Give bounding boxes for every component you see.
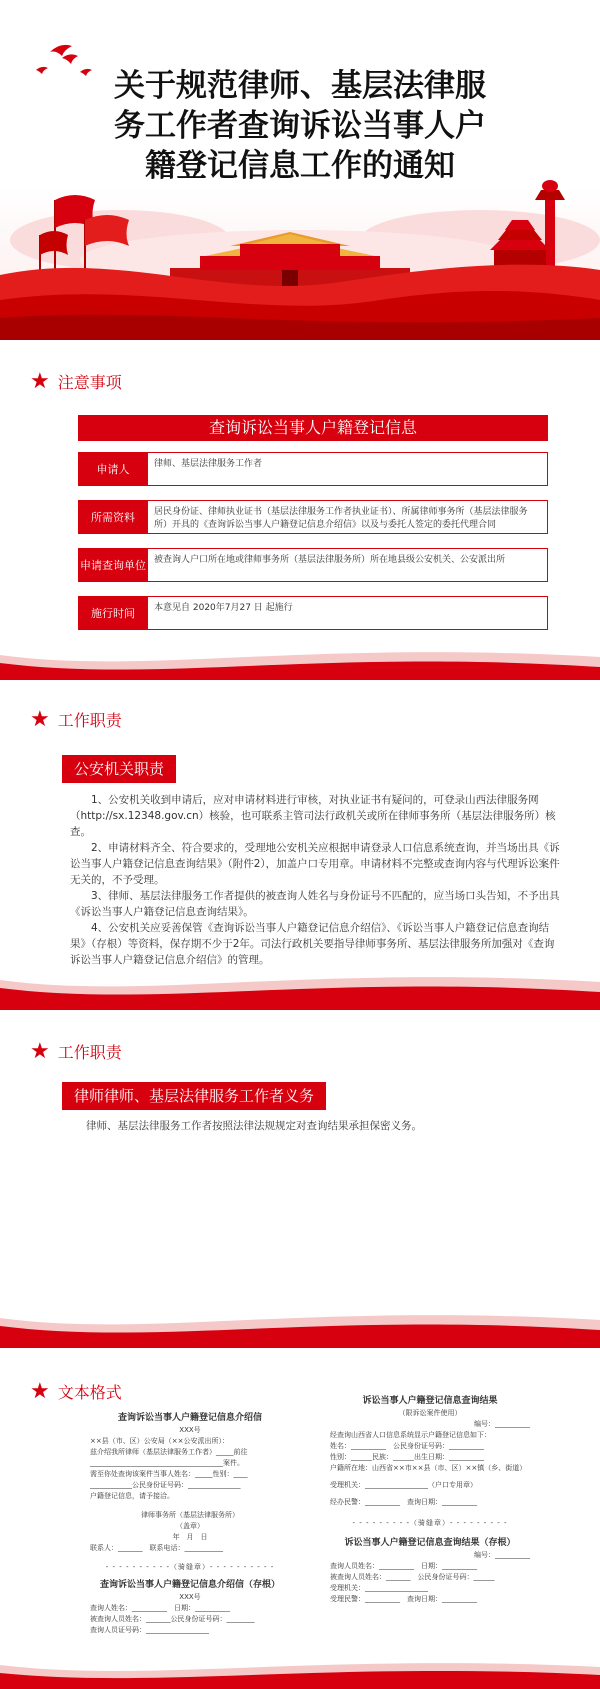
doc-separator: - - - - - - - - -（骑缝章）- - - - - - - - - bbox=[352, 1519, 508, 1527]
star-icon: ★ bbox=[30, 368, 50, 394]
doc-line: ____________公民身份证号码：_______________ bbox=[90, 1481, 241, 1489]
footer-wave bbox=[0, 1655, 600, 1689]
page-title bbox=[0, 66, 600, 186]
row-label: 申请人 bbox=[78, 452, 148, 486]
duty-paragraph: 1、公安机关收到申请后，应对申请材料进行审核，对执业证书有疑问的，可登录山西法律服务网（http://sx.12348.gov.cn）核验，也可联系主管司法行政机关或所在律师事务所（基层法律服务所）核查。 bbox=[70, 794, 556, 838]
duty2-heading-text: 工作职责 bbox=[57, 1043, 122, 1062]
notice-row-date bbox=[78, 596, 548, 630]
star-icon: ★ bbox=[30, 1038, 50, 1064]
lawyer-duty-tag: 律师律师、基层法律服务工作者义务 bbox=[62, 1082, 326, 1110]
doc-line: 年 月 日 bbox=[172, 1533, 208, 1541]
row-label: 施行时间 bbox=[78, 596, 148, 630]
doc-title: 诉讼当事人户籍登记信息查询结果 bbox=[362, 1396, 498, 1406]
doc-separator: - - - - - - - - - -（骑缝章）- - - - - - - - - - bbox=[105, 1563, 275, 1571]
query-result-document bbox=[330, 1395, 530, 1665]
notice-section bbox=[0, 340, 600, 680]
row-value: 被查询人户口所在地或律师事务所（基层法律服务所）所在地县级公安机关、公安派出所 bbox=[148, 548, 548, 582]
doc-line: ______________________________________案件。 bbox=[90, 1459, 244, 1467]
doc-line: 律师事务所（基层法律服务所） bbox=[141, 1511, 239, 1519]
notice-heading bbox=[30, 370, 122, 393]
row-label: 申请查询单位 bbox=[78, 548, 148, 582]
doc-line: 受理机关：__________________ bbox=[330, 1584, 428, 1592]
doc-line: 被查询人员姓名：_______公民身份证号码：________ bbox=[90, 1615, 255, 1623]
doc-line: 经查询山西省人口信息系统显示户籍登记信息如下： bbox=[330, 1431, 491, 1439]
row-value: 居民身份证、律师执业证书（基层法律服务工作者执业证书）、所属律师事务所（基层法律服务所）开具的《查询诉讼当事人户籍登记信息介绍信》以及与委托人签定的委托代理合同 bbox=[148, 500, 548, 534]
doc-number: XXX号 bbox=[179, 1426, 201, 1434]
notice-heading-text: 注意事项 bbox=[57, 373, 122, 392]
lawyer-duty-text bbox=[86, 1118, 576, 1134]
title-line-1: 关于规范律师、基层法律服 bbox=[114, 68, 486, 104]
doc-line: 查询人姓名：__________ 日期：__________ bbox=[90, 1604, 230, 1612]
notice-row-applicant bbox=[78, 452, 548, 486]
duty1-heading bbox=[30, 708, 122, 731]
row-value: 律师、基层法律服务工作者 bbox=[148, 452, 548, 486]
doc-subtitle: （限诉讼案件使用） bbox=[398, 1409, 462, 1417]
doc-line: 联系人：_______ 联系电话：___________ bbox=[90, 1544, 223, 1552]
duty2-heading bbox=[30, 1040, 122, 1063]
doc-line: 性别：______民族：______出生日期：__________ bbox=[330, 1453, 484, 1461]
row-label: 所需资料 bbox=[78, 500, 148, 534]
duty-paragraph: 3、律师、基层法律服务工作者提供的被查询人姓名与身份证号不匹配的，应当场口头告知，不予出具《诉讼当事人户籍登记信息查询结果》。 bbox=[70, 890, 560, 918]
title-line-2: 务工作者查询诉讼当事人户 bbox=[114, 108, 486, 144]
format-section bbox=[0, 1350, 600, 1689]
duty-lawyer-section bbox=[0, 1010, 600, 1350]
section-wave bbox=[0, 970, 600, 1010]
doc-line: 需至你处查询该案件当事人姓名：_____性别：____ bbox=[90, 1470, 248, 1478]
duty-paragraph: 4、公安机关应妥善保管《查询诉讼当事人户籍登记信息介绍信》、《诉讼当事人户籍登记信息查询结果》（存根）等资料，保存期不少于2年。司法行政机关要指导律师事务所、基层法律服务所加强对《查询诉讼当事人户籍登记信息介绍信》的管理。 bbox=[70, 922, 555, 966]
notice-banner: 查询诉讼当事人户籍登记信息 bbox=[78, 415, 548, 441]
doc-line: 姓名：__________ 公民身份证号码：__________ bbox=[330, 1442, 484, 1450]
star-icon: ★ bbox=[30, 706, 50, 732]
row-value: 本意见自 2020年7月27 日 起施行 bbox=[148, 596, 548, 630]
doc-number: XXX号 bbox=[179, 1593, 201, 1601]
title-line-3: 籍登记信息工作的通知 bbox=[145, 148, 455, 184]
doc-stub-title: 诉讼当事人户籍登记信息查询结果（存根） bbox=[344, 1538, 516, 1548]
duty1-heading-text: 工作职责 bbox=[57, 711, 122, 730]
notice-row-unit bbox=[78, 548, 548, 582]
doc-line: 受理机关：__________________（户口专用章） bbox=[330, 1481, 477, 1489]
doc-line: 兹介绍我所律师（基层法律服务工作者）_____前往 bbox=[90, 1448, 248, 1456]
doc-line: 户籍所在地：山西省××市××县（市、区）××镇（乡、街道） bbox=[330, 1464, 527, 1472]
section-wave bbox=[0, 645, 600, 685]
doc-line: 查询人员证号码：__________________ bbox=[90, 1626, 209, 1634]
doc-stub-title: 查询诉讼当事人户籍登记信息介绍信（存根） bbox=[99, 1580, 280, 1590]
doc-line: （盖章） bbox=[176, 1522, 204, 1530]
intro-letter-document bbox=[90, 1412, 290, 1667]
doc-line: 受理民警：__________ 查询日期：__________ bbox=[330, 1595, 477, 1603]
doc-line: 查询人员姓名：__________ 日期：__________ bbox=[330, 1562, 477, 1570]
police-duty-text bbox=[70, 792, 560, 968]
star-icon: ★ bbox=[30, 1378, 50, 1404]
section-wave bbox=[0, 1308, 600, 1348]
duty-paragraph: 2、申请材料齐全、符合要求的，受理地公安机关应根据申请登录人口信息系统查询，并当场出具《诉讼当事人户籍登记信息查询结果》（附件2），加盖户口专用章。申请材料不完整或查询内容与代理诉讼案件无关的，不予受理。 bbox=[70, 842, 560, 886]
doc-number: 编号：__________ bbox=[474, 1420, 530, 1428]
duty-paragraph: 律师、基层法律服务工作者按照法律法规规定对查询结果承担保密义务。 bbox=[86, 1120, 422, 1132]
doc-number: 编号：__________ bbox=[474, 1551, 530, 1559]
doc-line: 被查询人员姓名：_______ 公民身份证号码：______ bbox=[330, 1573, 495, 1581]
format-heading bbox=[30, 1380, 122, 1403]
hero-banner bbox=[0, 0, 600, 340]
police-duty-tag: 公安机关职责 bbox=[62, 755, 176, 783]
doc-line: ××县（市、区）公安局（××公安派出所）： bbox=[90, 1437, 229, 1445]
notice-row-materials bbox=[78, 500, 548, 534]
doc-title: 查询诉讼当事人户籍登记信息介绍信 bbox=[117, 1413, 262, 1423]
doc-line: 户籍登记信息，请予接洽。 bbox=[90, 1492, 174, 1500]
duty-police-section bbox=[0, 680, 600, 1010]
format-heading-text: 文本格式 bbox=[57, 1383, 122, 1402]
doc-line: 经办民警：__________ 查询日期：__________ bbox=[330, 1498, 477, 1506]
